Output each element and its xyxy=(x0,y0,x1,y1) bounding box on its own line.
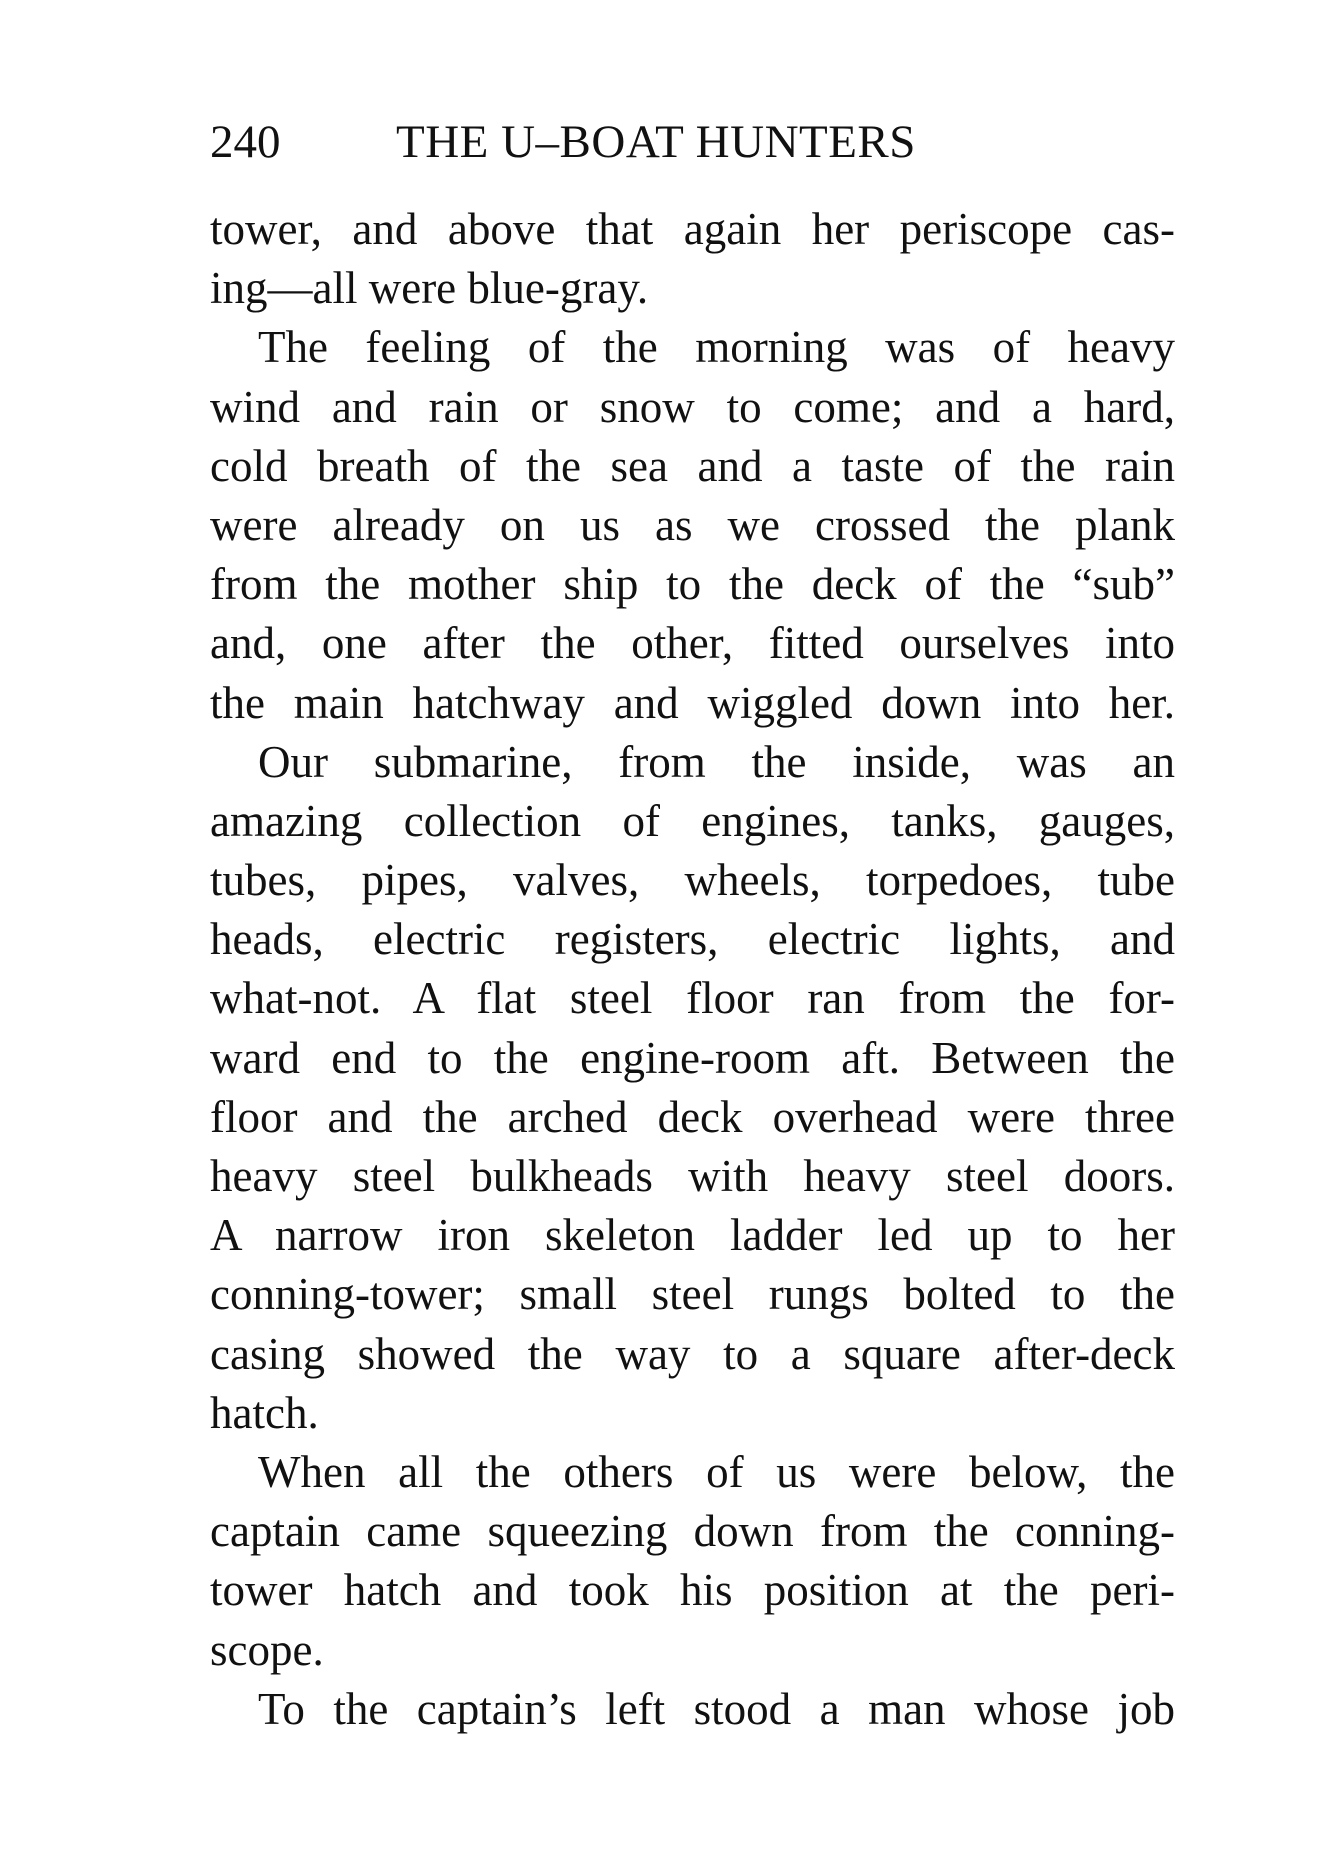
text-line: conning-tower; small steel rungs bolted to the xyxy=(210,1269,1175,1320)
text-line: heads, electric registers, electric lights, and xyxy=(210,914,1175,965)
text-line: from the mother ship to the deck of the “sub” xyxy=(210,559,1175,610)
text-line: To the captain’s left stood a man whose job xyxy=(258,1683,1175,1734)
text-line: casing showed the way to a square after-deck xyxy=(210,1328,1175,1379)
text-line: wind and rain or snow to come; and a hard, xyxy=(210,381,1175,432)
running-head xyxy=(210,112,1000,172)
text-line: When all the others of us were below, the xyxy=(258,1446,1175,1497)
text-line: amazing collection of engines, tanks, gauges, xyxy=(210,795,1175,846)
body-text xyxy=(210,200,1175,1739)
running-title: THE U–BOAT HUNTERS xyxy=(396,116,916,168)
text-line: tubes, pipes, valves, wheels, torpedoes, tube xyxy=(210,855,1175,906)
text-line: ward end to the engine-room aft. Between the xyxy=(210,1032,1175,1083)
text-line: what-not. A flat steel floor ran from the for- xyxy=(210,973,1175,1024)
page-number: 240 xyxy=(210,116,281,168)
text-line: A narrow iron skeleton ladder led up to her xyxy=(210,1210,1175,1261)
text-line: tower, and above that again her periscope cas- xyxy=(210,204,1175,254)
text-line: and, one after the other, fitted ourselves into xyxy=(210,618,1175,669)
text-line: The feeling of the morning was of heavy xyxy=(258,322,1175,373)
text-line: cold breath of the sea and a taste of the rain xyxy=(210,440,1175,491)
text-line: were already on us as we crossed the plank xyxy=(210,499,1175,550)
text-line: ing—all were blue-gray. xyxy=(210,263,649,314)
text-line: hatch. xyxy=(210,1387,319,1438)
text-line: the main hatchway and wiggled down into her. xyxy=(210,677,1175,728)
text-line: Our submarine, from the inside, was an xyxy=(258,736,1175,787)
text-line: scope. xyxy=(210,1624,324,1675)
text-line: captain came squeezing down from the conning- xyxy=(210,1506,1175,1557)
text-line: tower hatch and took his position at the peri- xyxy=(210,1565,1175,1616)
text-line: heavy steel bulkheads with heavy steel doors. xyxy=(210,1151,1175,1201)
text-line: floor and the arched deck overhead were three xyxy=(210,1091,1175,1142)
